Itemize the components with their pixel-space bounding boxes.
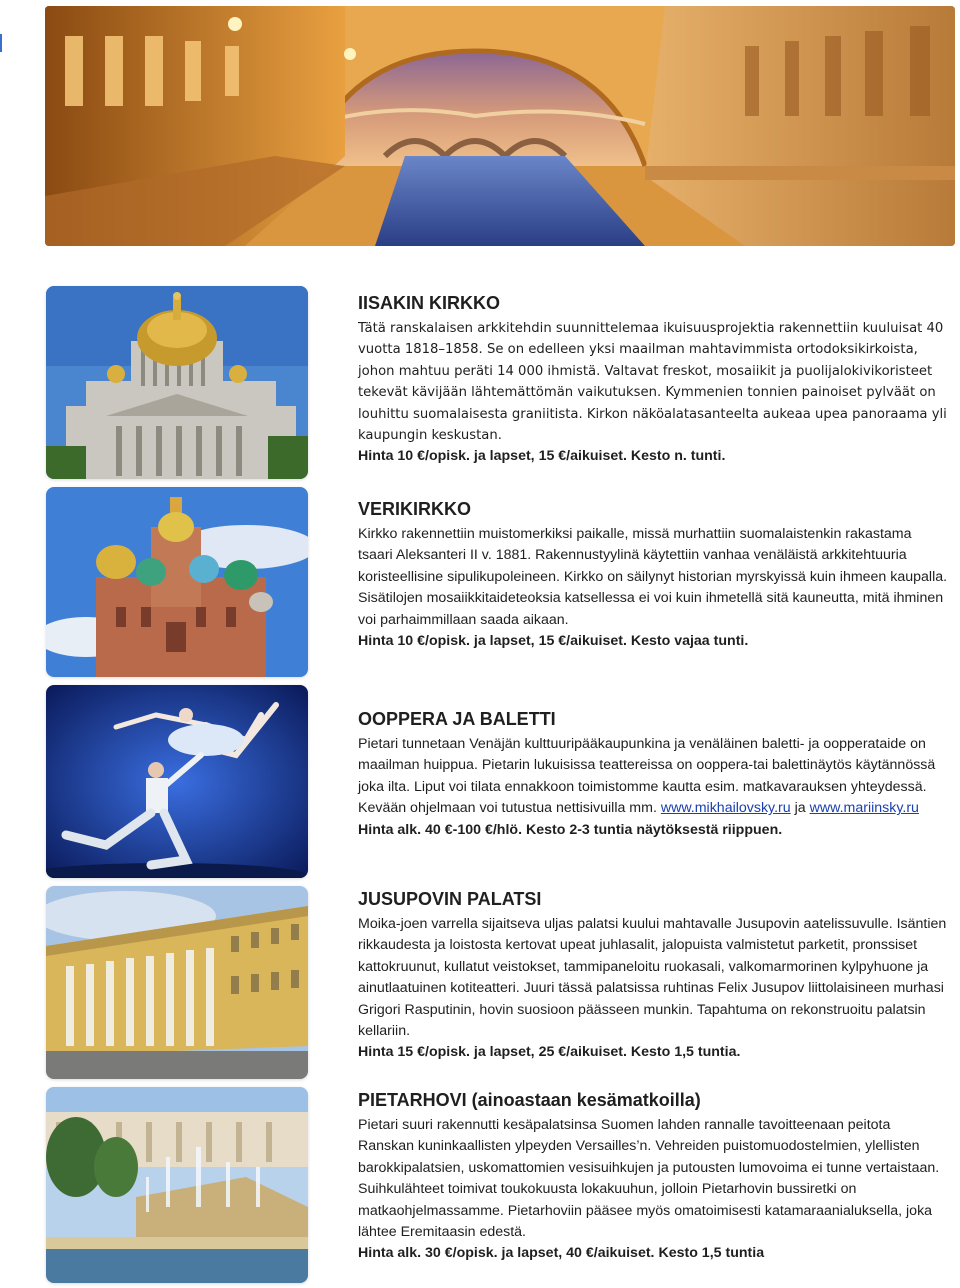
photo-yusupov-palace [46,886,308,1079]
edge-marker [0,34,2,52]
link-mariinsky[interactable]: www.mariinsky.ru [809,800,919,817]
photo-peterhof-fountains [46,1087,308,1283]
section-price: Hinta alk. 40 €-100 €/hlö. Kesto 2-3 tuntia näytöksestä riippuen. [358,821,783,838]
section-peterhof [358,1089,948,1265]
photo-church-spilled-blood [46,487,308,677]
section-body: Pietari suuri rakennutti kesäpalatsinsa Suomen lahden rannalle tavoitteenaan peitota Ranskan kuninkaallisten ylpeyden Versailles’n. Vehreiden puistomuodostelmien, ylellisten barokkipalatsien, uskomattomien vesisuihkujen ja putousten lumovoima ei tunne vertaistaan. Suihkulähteet toimivat toukokuusta lokakuuhun, jolloin Pietarhovin bussiretki on matkaohjelmassamme. Pietarhoviin pääsee myös omatoimisesti katamaraanialuksella, joka lähtee Eremitaasin edestä. [358,1117,940,1241]
section-body [358,734,948,820]
section-title: OOPPERA JA BALETTI [358,709,556,729]
section-title: JUSUPOVIN PALATSI [358,889,542,909]
section-title: IISAKIN KIRKKO [358,293,501,313]
photo-st-isaacs-cathedral [46,286,308,479]
hero-photo-winter-canal [45,6,955,246]
section-price: Hinta 15 €/opisk. ja lapset, 25 €/aikuiset. Kesto 1,5 tuntia. [358,1044,741,1061]
section-price: Hinta 10 €/opisk. ja lapset, 15 €/aikuiset. Kesto vajaa tunti. [358,633,749,650]
section-body: Tätä ranskalaisen arkkitehdin suunnittelemaa ikuisuusprojektia rakennettiin kuuluisat 40 vuotta 1818–1858. Se on edelleen yksi maailman mahtavimmista ortodoksikirkoista, johon mahtuu peräti 14 000 ihmistä. Valtavat freskot, mosaiikit ja puolijalokivikoristeet tekevät kävijään lähtemättömän vaikutuksen. Kymmenien tonnien painoiset pylväät on louhittu suomalaisesta graniitista. Kirkon näköalatasanteelta aukeaa upea panoraama yli kaupungin keskustan. [358,321,947,444]
section-price: Hinta 10 €/opisk. ja lapset, 15 €/aikuiset. Kesto n. tunti. [358,448,726,465]
section-body: Moika-joen varrella sijaitseva uljas palatsi kuului mahtavalle Jusupovin aatelissuvulle. Isäntien rikkaudesta ja loistosta kertovat upeat juhlasalit, jalopuista valmistetut parketit, pronssiset kattokruunut, kullatut veistokset, tammipaneloitu ruokasali, valkomarmorinen kylpyhuone ja ainutlaatuinen kotiteatteri. Juuri tässä palatsissa ruhtinas Felix Jusupov liittolaisineen murhasi Grigori Rasputinin, hovin suosioon päässeen munkin. Tapahtuma on rekonstruoitu palatsin kellariin. [358,916,947,1040]
section-yusupov-palace [358,888,948,1064]
section-title: PIETARHOVI (ainoastaan kesämatkoilla) [358,1090,701,1110]
link-join: ja [794,800,806,817]
photo-ballet-dancers [46,685,308,878]
section-body-text: Pietari tunnetaan Venäjän kulttuuripääkaupunkina ja venäläinen baletti- ja oopperataide on maailman huippua. Pietarin lukuisissa teattereissa on ooppera-tai balettinäytös käytännössä joka ilta. Liput voi tilata ennakkoon toimistomme kautta esim. matkavarauksen yhteydessä. Kevään ohjelmaan voi tutustua nettisivuilla mm. [358,736,936,817]
section-title: VERIKIRKKO [358,499,472,519]
section-isaac-cathedral [358,292,948,468]
section-opera-ballet [358,708,948,841]
link-mikhailovsky[interactable]: www.mikhailovsky.ru [660,800,791,817]
section-price: Hinta alk. 30 €/opisk. ja lapset, 40 €/aikuiset. Kesto 1,5 tuntia [358,1245,765,1262]
section-body: Kirkko rakennettiin muistomerkiksi paikalle, missä murhattiin suomalaistenkin rakastama tsaari Aleksanteri II v. 1881. Rakennustyylinä käytettiin vanhaa venäläistä arkkitehtuuria koristeellisine sipulikupoleineen. Kirkko on säilynyt historian myrskyissä kuin ihmeen kaupalla. Sisätilojen mosaiikkitaideteoksia katsellessa ei voi kuin ihmetellä sitä kauneutta, mitä ihminen voi parhaimmillaan saada aikaan. [358,526,948,628]
section-church-spilled-blood [358,498,948,652]
